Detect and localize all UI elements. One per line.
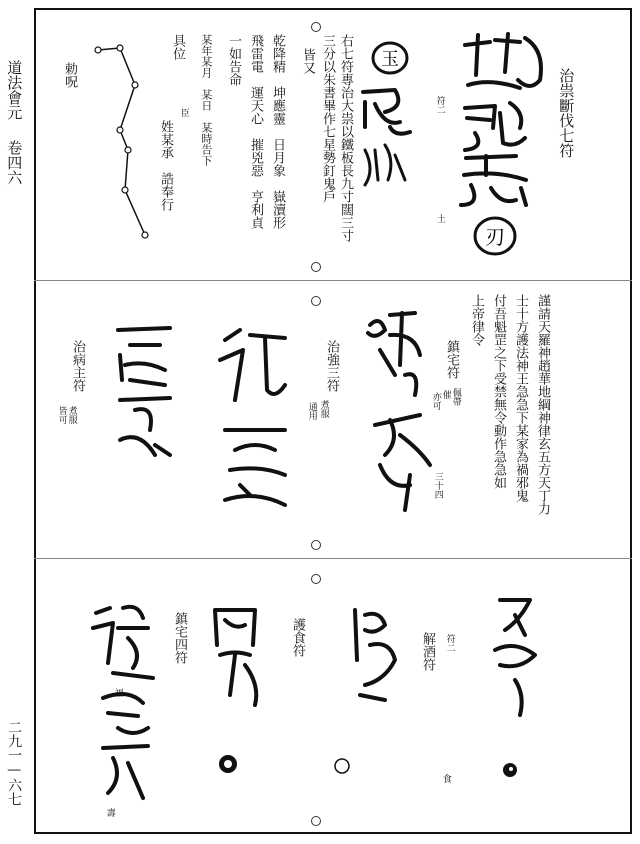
seven-star-diagram xyxy=(90,40,160,254)
talisman-jiejiu-2 xyxy=(345,600,400,714)
date-line: 某年某月 某日 某時告下 xyxy=(199,34,213,166)
zhen-fu-note: 亦可 xyxy=(430,392,441,410)
title-line-small: 臣 xyxy=(178,108,189,117)
text-column: 皆又 xyxy=(300,48,316,74)
zhen-fu-title: 鎮宅符 xyxy=(444,340,460,379)
verse-line-1: 謹請天羅神趙華地綱神律玄五方天丁力 xyxy=(535,294,551,515)
talisman-zhisui-5 xyxy=(355,82,415,146)
note-small: 土 xyxy=(434,214,445,223)
text-column: 三分以朱書畢作七星勢釘鬼戶 xyxy=(320,34,336,203)
talisman-zhiqiang xyxy=(215,320,295,514)
zhi-bing-note: 煮服 xyxy=(66,406,77,424)
talisman-zhisui-3 xyxy=(456,150,536,214)
verse-line-3: 付吾魁罡之下受禁無令動作急急如 xyxy=(491,294,507,489)
binding-hole xyxy=(311,262,321,272)
talisman-zhisui-4 xyxy=(470,212,520,266)
title-line: 姓某承 誥奉行 xyxy=(158,120,174,211)
talisman-jiejiu xyxy=(485,590,545,724)
zhi-qiang-note: 通用 xyxy=(306,402,317,420)
zhi-bing-note: 皆可 xyxy=(56,406,67,424)
note-small: 符二 xyxy=(444,634,455,652)
talisman-zhenzhai-4 xyxy=(88,598,163,812)
verse-line-4: 上帝律令 xyxy=(469,294,485,346)
zhen-fu-note: 佩帶 xyxy=(450,388,461,406)
incantation-line-3: 一如告命 xyxy=(226,34,242,86)
note-small: 福 xyxy=(112,688,123,697)
note-small: 食 xyxy=(440,774,451,783)
section-title-zhisui: 治祟斷伐七符 xyxy=(557,68,576,158)
talisman-dot xyxy=(216,752,240,780)
talisman-dot xyxy=(500,760,520,784)
talisman-seal xyxy=(370,38,410,82)
svg-text:玉: 玉 xyxy=(381,49,399,70)
verse-line-2: 士十方護法神王急急下某家為禍邪鬼 xyxy=(513,294,529,502)
zhen-zhai-title: 鎮宅四符 xyxy=(172,612,188,664)
note-small: 符二 xyxy=(434,96,445,114)
book-title: 道法會元 xyxy=(5,60,24,120)
zhi-qiang-note: 煮服 xyxy=(318,400,329,418)
talisman-zhenzhai xyxy=(360,305,443,519)
talisman-zhisui-1 xyxy=(460,30,550,104)
talisman-hushi xyxy=(205,600,265,714)
title-line: 具位 xyxy=(170,34,186,60)
binding-hole xyxy=(311,816,321,826)
volume-label: 卷四六 xyxy=(5,140,24,185)
zhi-qiang-title: 治強三符 xyxy=(324,340,340,392)
panel-divider-1 xyxy=(34,280,632,281)
binding-hole xyxy=(311,540,321,550)
note-small: 三十四 xyxy=(432,472,443,499)
zhen-fu-note: 催 xyxy=(440,390,451,399)
panel-divider-2 xyxy=(34,558,632,559)
jie-jiu-title: 解酒符 xyxy=(420,632,436,671)
zhi-bing-title: 治病主符 xyxy=(70,340,86,392)
incantation-line-1: 乾降精 坤應靈 日月象 嶽瀆形 xyxy=(270,34,286,229)
talisman-circle xyxy=(332,756,352,780)
binding-hole xyxy=(311,296,321,306)
talisman-zhisui-6 xyxy=(360,140,410,194)
binding-hole xyxy=(311,574,321,584)
svg-text:刃: 刃 xyxy=(485,225,505,249)
page-number: 二九一—六七 xyxy=(6,720,23,806)
binding-hole xyxy=(311,22,321,32)
note-small: 壽 xyxy=(104,808,115,817)
chant-label: 勅呪 xyxy=(62,62,78,88)
incantation-line-2: 飛雷電 運天心 摧兇惡 亨利貞 xyxy=(248,34,264,229)
talisman-zhibing xyxy=(110,320,180,464)
text-column: 右七符專治大祟以鐵板長九寸闊三寸 xyxy=(338,34,354,242)
hu-shi-title: 護食符 xyxy=(290,618,306,657)
